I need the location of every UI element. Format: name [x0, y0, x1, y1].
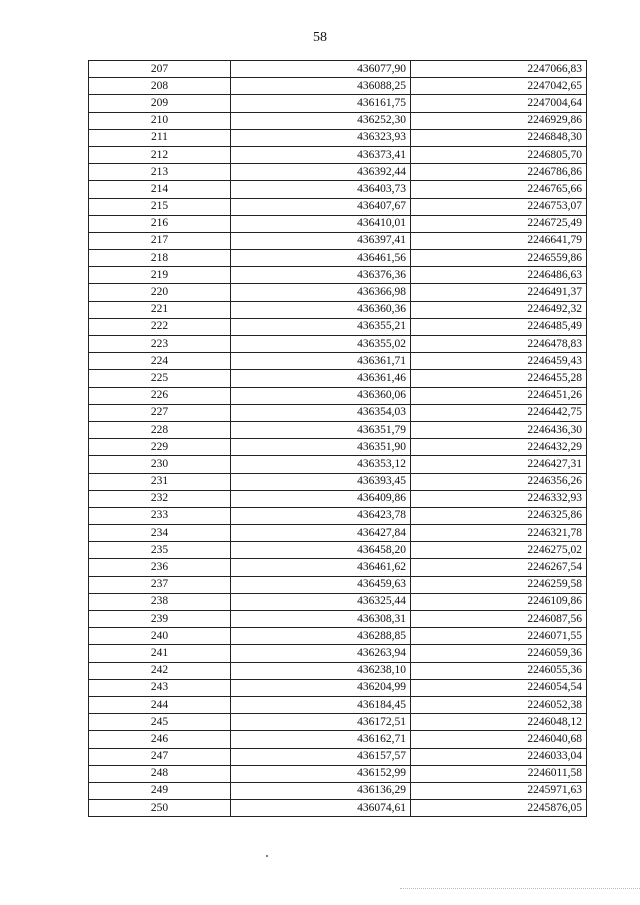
x-coordinate-cell: 436355,02: [231, 336, 411, 353]
y-coordinate-cell: 2246725,49: [411, 215, 587, 232]
point-number-cell: 247: [89, 748, 231, 765]
y-coordinate-cell: 2246259,58: [411, 576, 587, 593]
table-row: [89, 301, 587, 318]
x-coordinate-cell: 436393,45: [231, 473, 411, 490]
point-number-cell: 236: [89, 559, 231, 576]
point-number-cell: 208: [89, 78, 231, 95]
point-number-cell: 245: [89, 714, 231, 731]
x-coordinate-cell: 436157,57: [231, 748, 411, 765]
x-coordinate-cell: 436354,03: [231, 404, 411, 421]
x-coordinate-cell: 436351,79: [231, 421, 411, 438]
table-row: [89, 456, 587, 473]
y-coordinate-cell: 2246275,02: [411, 542, 587, 559]
y-coordinate-cell: 2246267,54: [411, 559, 587, 576]
table-row: [89, 525, 587, 542]
table-row: [89, 731, 587, 748]
point-number-cell: 235: [89, 542, 231, 559]
x-coordinate-cell: 436263,94: [231, 645, 411, 662]
table-row: [89, 662, 587, 679]
table-row: [89, 576, 587, 593]
x-coordinate-cell: 436392,44: [231, 164, 411, 181]
table-row: [89, 146, 587, 163]
point-number-cell: 231: [89, 473, 231, 490]
y-coordinate-cell: 2246492,32: [411, 301, 587, 318]
table-row: [89, 628, 587, 645]
scan-artifact-line: [400, 888, 640, 889]
x-coordinate-cell: 436308,31: [231, 611, 411, 628]
y-coordinate-cell: 2246052,38: [411, 696, 587, 713]
x-coordinate-cell: 436351,90: [231, 439, 411, 456]
table-row: [89, 250, 587, 267]
table-row: [89, 353, 587, 370]
table-row: [89, 370, 587, 387]
x-coordinate-cell: 436361,71: [231, 353, 411, 370]
point-number-cell: 241: [89, 645, 231, 662]
x-coordinate-cell: 436161,75: [231, 95, 411, 112]
point-number-cell: 212: [89, 146, 231, 163]
coordinates-table-body: [89, 61, 587, 817]
y-coordinate-cell: 2246765,66: [411, 181, 587, 198]
x-coordinate-cell: 436252,30: [231, 112, 411, 129]
page-number: 58: [313, 30, 327, 45]
table-row: [89, 490, 587, 507]
y-coordinate-cell: 2246048,12: [411, 714, 587, 731]
table-row: [89, 267, 587, 284]
y-coordinate-cell: 2246559,86: [411, 250, 587, 267]
point-number-cell: 223: [89, 336, 231, 353]
y-coordinate-cell: 2246332,93: [411, 490, 587, 507]
table-row: [89, 404, 587, 421]
point-number-cell: 230: [89, 456, 231, 473]
x-coordinate-cell: 436323,93: [231, 129, 411, 146]
y-coordinate-cell: 2246442,75: [411, 404, 587, 421]
point-number-cell: 232: [89, 490, 231, 507]
point-number-cell: 209: [89, 95, 231, 112]
x-coordinate-cell: 436461,62: [231, 559, 411, 576]
table-row: [89, 679, 587, 696]
point-number-cell: 238: [89, 593, 231, 610]
x-coordinate-cell: 436361,46: [231, 370, 411, 387]
point-number-cell: 225: [89, 370, 231, 387]
table-row: [89, 559, 587, 576]
y-coordinate-cell: 2245876,05: [411, 800, 587, 817]
y-coordinate-cell: 2246491,37: [411, 284, 587, 301]
point-number-cell: 229: [89, 439, 231, 456]
y-coordinate-cell: 2245971,63: [411, 782, 587, 799]
y-coordinate-cell: 2246054,54: [411, 679, 587, 696]
point-number-cell: 237: [89, 576, 231, 593]
y-coordinate-cell: 2246011,58: [411, 765, 587, 782]
point-number-cell: 226: [89, 387, 231, 404]
y-coordinate-cell: 2246055,36: [411, 662, 587, 679]
table-row: [89, 439, 587, 456]
point-number-cell: 243: [89, 679, 231, 696]
x-coordinate-cell: 436204,99: [231, 679, 411, 696]
y-coordinate-cell: 2246427,31: [411, 456, 587, 473]
point-number-cell: 210: [89, 112, 231, 129]
table-row: [89, 198, 587, 215]
point-number-cell: 244: [89, 696, 231, 713]
table-row: [89, 507, 587, 524]
x-coordinate-cell: 436407,67: [231, 198, 411, 215]
y-coordinate-cell: 2247042,65: [411, 78, 587, 95]
y-coordinate-cell: 2246356,26: [411, 473, 587, 490]
point-number-cell: 240: [89, 628, 231, 645]
x-coordinate-cell: 436458,20: [231, 542, 411, 559]
point-number-cell: 220: [89, 284, 231, 301]
table-row: [89, 593, 587, 610]
y-coordinate-cell: 2246455,28: [411, 370, 587, 387]
table-row: [89, 215, 587, 232]
y-coordinate-cell: 2246641,79: [411, 232, 587, 249]
x-coordinate-cell: 436360,36: [231, 301, 411, 318]
table-row: [89, 95, 587, 112]
x-coordinate-cell: 436397,41: [231, 232, 411, 249]
table-row: [89, 164, 587, 181]
x-coordinate-cell: 436376,36: [231, 267, 411, 284]
table-row: [89, 318, 587, 335]
x-coordinate-cell: 436184,45: [231, 696, 411, 713]
y-coordinate-cell: 2246459,43: [411, 353, 587, 370]
table-row: [89, 61, 587, 78]
point-number-cell: 215: [89, 198, 231, 215]
point-number-cell: 227: [89, 404, 231, 421]
y-coordinate-cell: 2246059,36: [411, 645, 587, 662]
point-number-cell: 248: [89, 765, 231, 782]
y-coordinate-cell: 2246033,04: [411, 748, 587, 765]
y-coordinate-cell: 2246432,29: [411, 439, 587, 456]
table-row: [89, 232, 587, 249]
x-coordinate-cell: 436088,25: [231, 78, 411, 95]
table-row: [89, 782, 587, 799]
y-coordinate-cell: 2246485,49: [411, 318, 587, 335]
table-row: [89, 473, 587, 490]
x-coordinate-cell: 436353,12: [231, 456, 411, 473]
x-coordinate-cell: 436360,06: [231, 387, 411, 404]
point-number-cell: 213: [89, 164, 231, 181]
point-number-cell: 233: [89, 507, 231, 524]
y-coordinate-cell: 2246087,56: [411, 611, 587, 628]
x-coordinate-cell: 436077,90: [231, 61, 411, 78]
point-number-cell: 207: [89, 61, 231, 78]
y-coordinate-cell: 2246109,86: [411, 593, 587, 610]
table-row: [89, 765, 587, 782]
table-row: [89, 336, 587, 353]
y-coordinate-cell: 2246786,86: [411, 164, 587, 181]
point-number-cell: 216: [89, 215, 231, 232]
table-row: [89, 542, 587, 559]
y-coordinate-cell: 2246848,30: [411, 129, 587, 146]
point-number-cell: 234: [89, 525, 231, 542]
point-number-cell: 218: [89, 250, 231, 267]
x-coordinate-cell: 436427,84: [231, 525, 411, 542]
point-number-cell: 239: [89, 611, 231, 628]
point-number-cell: 221: [89, 301, 231, 318]
table-row: [89, 748, 587, 765]
x-coordinate-cell: 436403,73: [231, 181, 411, 198]
y-coordinate-cell: 2246478,83: [411, 336, 587, 353]
x-coordinate-cell: 436459,63: [231, 576, 411, 593]
table-row: [89, 181, 587, 198]
x-coordinate-cell: 436366,98: [231, 284, 411, 301]
x-coordinate-cell: 436238,10: [231, 662, 411, 679]
table-row: [89, 78, 587, 95]
coordinates-table: [88, 60, 587, 817]
x-coordinate-cell: 436409,86: [231, 490, 411, 507]
y-coordinate-cell: 2246805,70: [411, 146, 587, 163]
y-coordinate-cell: 2246325,86: [411, 507, 587, 524]
table-row: [89, 696, 587, 713]
x-coordinate-cell: 436172,51: [231, 714, 411, 731]
point-number-cell: 214: [89, 181, 231, 198]
point-number-cell: 219: [89, 267, 231, 284]
table-row: [89, 284, 587, 301]
point-number-cell: 224: [89, 353, 231, 370]
y-coordinate-cell: 2246436,30: [411, 421, 587, 438]
point-number-cell: 228: [89, 421, 231, 438]
x-coordinate-cell: 436074,61: [231, 800, 411, 817]
x-coordinate-cell: 436152,99: [231, 765, 411, 782]
y-coordinate-cell: 2247066,83: [411, 61, 587, 78]
y-coordinate-cell: 2246040,68: [411, 731, 587, 748]
table-row: [89, 421, 587, 438]
y-coordinate-cell: 2247004,64: [411, 95, 587, 112]
scan-speck: [266, 855, 268, 857]
x-coordinate-cell: 436136,29: [231, 782, 411, 799]
table-row: [89, 387, 587, 404]
y-coordinate-cell: 2246486,63: [411, 267, 587, 284]
x-coordinate-cell: 436461,56: [231, 250, 411, 267]
point-number-cell: 211: [89, 129, 231, 146]
point-number-cell: 242: [89, 662, 231, 679]
point-number-cell: 246: [89, 731, 231, 748]
table-row: [89, 714, 587, 731]
x-coordinate-cell: 436423,78: [231, 507, 411, 524]
point-number-cell: 217: [89, 232, 231, 249]
x-coordinate-cell: 436355,21: [231, 318, 411, 335]
x-coordinate-cell: 436325,44: [231, 593, 411, 610]
table-row: [89, 645, 587, 662]
point-number-cell: 250: [89, 800, 231, 817]
x-coordinate-cell: 436288,85: [231, 628, 411, 645]
x-coordinate-cell: 436410,01: [231, 215, 411, 232]
point-number-cell: 249: [89, 782, 231, 799]
table-row: [89, 800, 587, 817]
y-coordinate-cell: 2246071,55: [411, 628, 587, 645]
y-coordinate-cell: 2246753,07: [411, 198, 587, 215]
x-coordinate-cell: 436373,41: [231, 146, 411, 163]
table-row: [89, 112, 587, 129]
x-coordinate-cell: 436162,71: [231, 731, 411, 748]
y-coordinate-cell: 2246321,78: [411, 525, 587, 542]
y-coordinate-cell: 2246929,86: [411, 112, 587, 129]
table-row: [89, 129, 587, 146]
table-row: [89, 611, 587, 628]
y-coordinate-cell: 2246451,26: [411, 387, 587, 404]
point-number-cell: 222: [89, 318, 231, 335]
